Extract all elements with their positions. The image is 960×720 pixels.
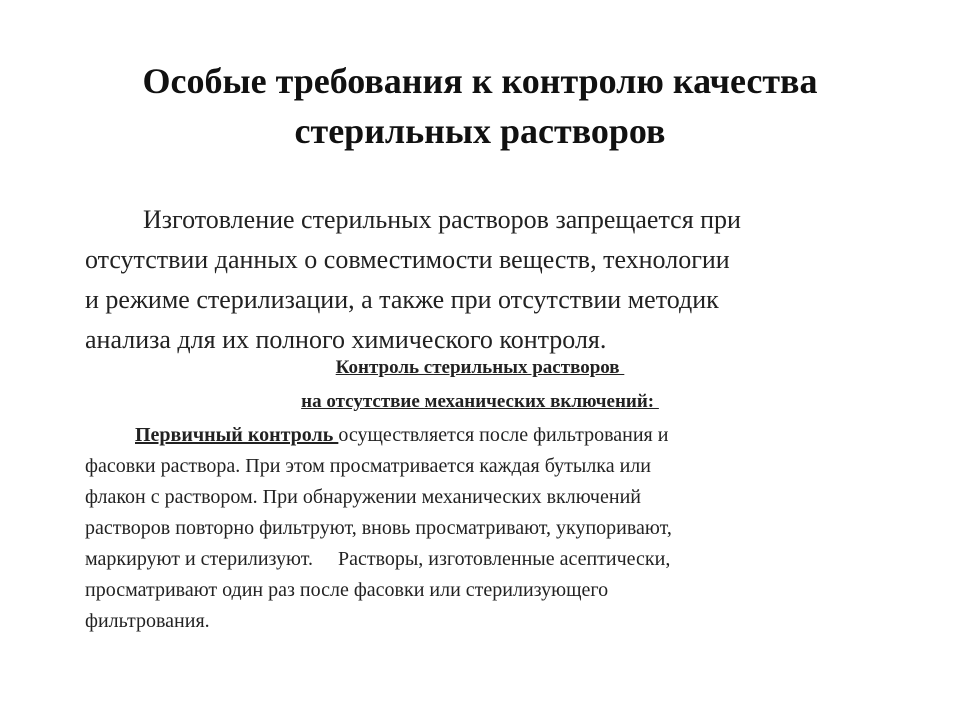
body-line-3: флакон с раствором. При обнаружении механических включений bbox=[85, 486, 641, 508]
section-heading-line-2: на отсутствие механических включений: bbox=[301, 391, 659, 412]
intro-paragraph bbox=[85, 200, 885, 360]
body-line-5: маркируют и стерилизуют. Растворы, изготовленные асептически, bbox=[85, 548, 671, 570]
body-line-2: фасовки раствора. При этом просматривается каждая бутылка или bbox=[85, 455, 651, 477]
intro-line-2: отсутствии данных о совместимости веществ, технологии bbox=[85, 245, 730, 274]
slide-title bbox=[60, 56, 900, 156]
intro-line-3: и режиме стерилизации, а также при отсутствии методик bbox=[85, 285, 719, 314]
section-heading-line-1: Контроль стерильных растворов bbox=[335, 357, 625, 378]
body-line-7: фильтрования. bbox=[85, 610, 210, 632]
intro-line-1: Изготовление стерильных растворов запрещается при bbox=[143, 205, 741, 234]
title-line-2: стерильных растворов bbox=[294, 111, 666, 151]
body-line-1 bbox=[85, 420, 885, 451]
body-line-1-text: осуществляется после фильтрования и bbox=[338, 424, 669, 446]
body-line-4: растворов повторно фильтруют, вновь просматривают, укупоривают, bbox=[85, 517, 672, 539]
primary-control-lead: Первичный контроль bbox=[135, 424, 339, 446]
title-line-1: Особые требования к контролю качества bbox=[142, 61, 818, 101]
primary-control-paragraph bbox=[85, 420, 885, 637]
body-line-6: просматривают один раз после фасовки или стерилизующего bbox=[85, 579, 609, 601]
intro-line-4: анализа для их полного химического контроля. bbox=[85, 325, 607, 354]
